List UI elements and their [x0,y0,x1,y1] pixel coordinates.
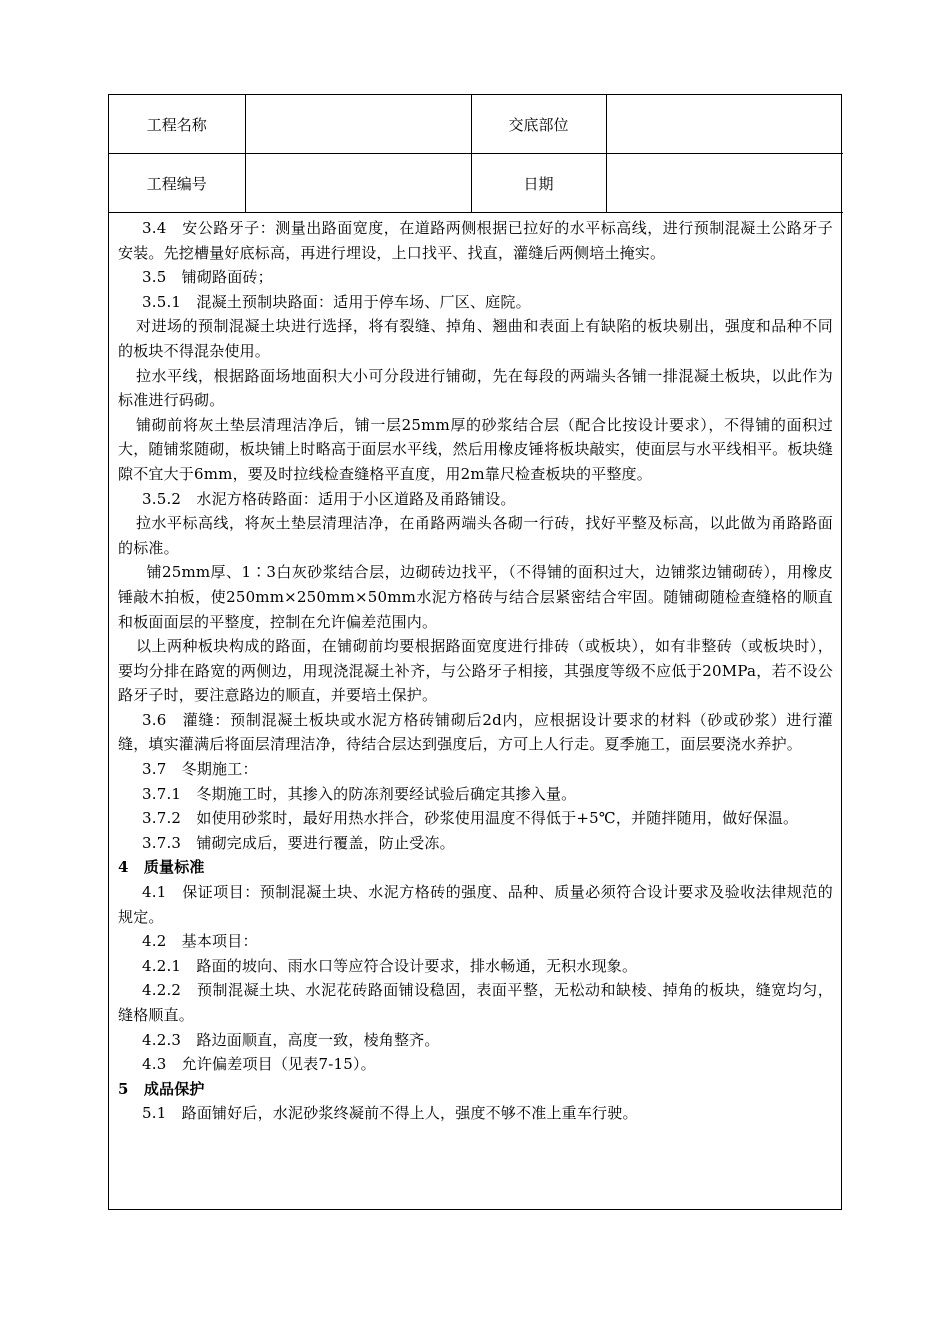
body-text [109,213,841,1126]
date-label: 日期 [471,154,606,213]
handover-part-label: 交底部位 [471,95,606,154]
paragraph: 4.2.2 预制混凝土块、水泥花砖路面铺设稳固，表面平整，无松动和缺棱、掉角的板块，缝宽均匀，缝格顺直。 [118,981,833,1024]
paragraph: 4.3 允许偏差项目（见表7-15）。 [142,1055,376,1074]
paragraph: 以上两种板块构成的路面，在铺砌前均要根据路面宽度进行排砖（或板块），如有非整砖（或板块时），要均分排在路宽的两侧边，用现浇混凝土补齐，与公路牙子相接，其强度等级不应低于20MPa，若不设公路牙子时，要注意路边的顺直，并要培土保护。 [118,637,833,705]
header-table [109,95,843,213]
paragraph: 对进场的预制混凝土块进行选择，将有裂缝、掉角、翘曲和表面上有缺陷的板块剔出，强度和品种不同的板块不得混杂使用。 [118,317,833,360]
paragraph: 拉水平线，根据路面场地面积大小可分段进行铺砌，先在每段的两端头各铺一排混凝土板块，以此作为标准进行码砌。 [118,366,833,410]
paragraph: 3.7.2 如使用砂浆时，最好用热水拌合，砂浆使用温度不得低于+5℃，并随拌随用，做好保温。 [142,809,799,828]
project-name-value [245,95,471,154]
section-heading: 5 成品保护 [118,1079,205,1098]
paragraph: 3.5.1 混凝土预制块路面：适用于停车场、厂区、庭院。 [142,292,531,311]
disclosure-sheet [108,94,842,1210]
header-row-1 [109,95,843,154]
paragraph: 3.5.2 水泥方格砖路面：适用于小区道路及甬路铺设。 [142,489,516,508]
paragraph: 拉水平标高线，将灰土垫层清理洁净，在甬路两端头各砌一行砖，找好平整及标高，以此做为甬路路面的标准。 [118,514,833,557]
paragraph: 4.1 保证项目：预制混凝土块、水泥方格砖的强度、品种、质量必须符合设计要求及验收法律规范的规定。 [118,883,833,926]
paragraph: 3.7.1 冬期施工时，其掺入的防冻剂要经试验后确定其掺入量。 [142,784,577,803]
paragraph: 4.2.3 路边面顺直，高度一致，棱角整齐。 [142,1030,440,1049]
paragraph: 铺25mm厚、1∶3白灰砂浆结合层，边砌砖边找平，（不得铺的面积过大，边铺浆边铺砌砖），用橡皮锤敲木拍板，使250mm×250mm×50mm水泥方格砖与结合层紧密结合牢固。随铺砌随检查缝格的顺直和板面面层的平整度，控制在允许偏差范围内。 [118,563,833,631]
paragraph: 3.4 安公路牙子：测量出路面宽度，在道路两侧根据已拉好的水平标高线，进行预制混凝土公路牙子安装。先挖槽量好底标高，再进行埋设，上口找平、找直，灌缝后两侧培土掩实。 [118,219,833,262]
paragraph: 3.7.3 铺砌完成后，要进行覆盖，防止受冻。 [142,833,455,852]
paragraph: 3.7 冬期施工： [142,760,258,779]
date-value [606,154,843,213]
paragraph: 5.1 路面铺好后，水泥砂浆终凝前不得上人，强度不够不准上重车行驶。 [142,1104,638,1123]
project-no-label: 工程编号 [109,154,245,213]
project-name-label: 工程名称 [109,95,245,154]
header-row-2 [109,154,843,213]
project-no-value [245,154,471,213]
handover-part-value [606,95,843,154]
paragraph: 3.5 铺砌路面砖； [142,268,273,287]
paragraph: 3.6 灌缝：预制混凝土板块或水泥方格砖铺砌后2d内，应根据设计要求的材料（砂或砂浆）进行灌缝，填实灌满后将面层清理洁净，待结合层达到强度后，方可上人行走。夏季施工，面层要浇水养护。 [118,710,833,754]
paragraph: 4.2.1 路面的坡向、雨水口等应符合设计要求，排水畅通，无积水现象。 [142,956,638,975]
section-heading: 4 质量标准 [118,858,205,877]
paragraph: 4.2 基本项目： [142,932,258,951]
paragraph: 铺砌前将灰土垫层清理洁净后，铺一层25mm厚的砂浆结合层（配合比按设计要求），不得铺的面积过大，随铺浆随砌，板块铺上时略高于面层水平线，然后用橡皮锤将板块敲实，使面层与水平线相平。板块缝隙不宜大于6mm，要及时拉线检查缝格平直度，用2m靠尺检查板块的平整度。 [118,415,833,483]
